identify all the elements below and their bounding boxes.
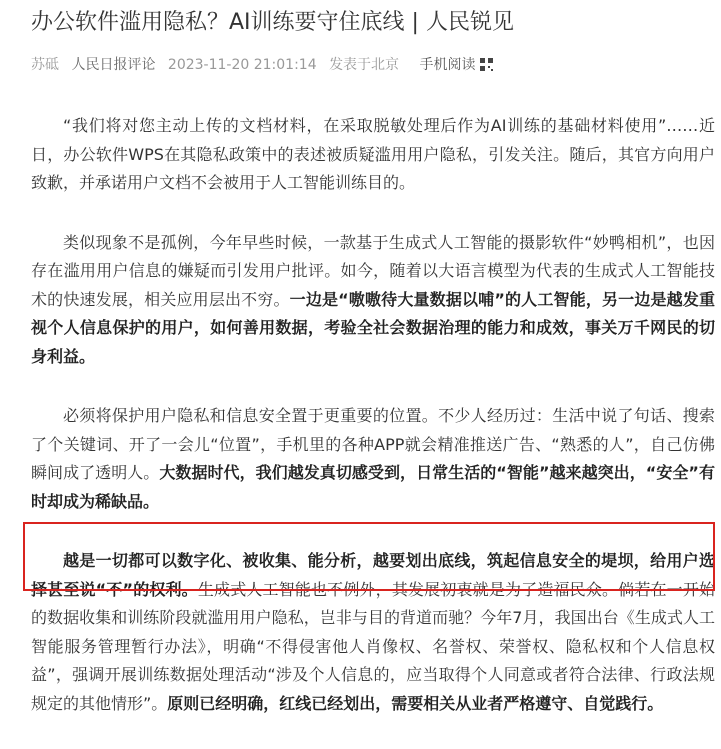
article-body [31, 112, 715, 749]
author-name[interactable]: 苏砥 [31, 57, 59, 73]
article-paragraph [31, 547, 715, 718]
article-paragraph [31, 402, 715, 516]
bold-text-segment: 大数据时代，我们越发真切感受到，日常生活的“智能”越来越突出，“安全”有时却成为稀缺品。 [31, 463, 715, 511]
bold-text-segment: 一边是“嗷嗷待大量数据以哺”的人工智能，另一边是越发重视个人信息保护的用户，如何善用数据，考验全社会数据治理的能力和成效，事关万千网民的切身利益。 [31, 289, 715, 366]
publish-location: 发表于北京 [329, 57, 400, 73]
text-segment: 类似现象不是孤例，今年早些时候，一款基于生成式人工智能的摄影软件“妙鸭相机”，也因存在滥用用户信息的嫌疑而引发用户批评。如今，随着以大语言模型为代表的生成式人工智能技术的快速发展，相关应用层出不穷。 [31, 232, 715, 309]
qr-code-icon[interactable] [480, 58, 493, 71]
text-segment: 生成式人工智能也不例外，其发展初衷就是为了造福民众。倘若在一开始的数据收集和训练阶段就滥用用户隐私，岂非与目的背道而驰？今年7月，我国出台《生成式人工智能服务管理暂行办法》，明确“不得侵害他人肖像权、名誉权、荣誉权、隐私权和个人信息权益”，强调开展训练数据处理活动“涉及个人信息的，应当取得个人同意或者符合法律、行政法规规定的其他情形”。 [31, 579, 715, 713]
text-segment: 必须将保护用户隐私和信息安全置于更重要的位置。不少人经历过：生活中说了句话、搜索了个关键词、开了一会儿“位置”，手机里的各种APP就会精准推送广告、“熟悉的人”，自己仿佛瞬间成了透明人。 [31, 406, 715, 482]
bold-text-segment: 原则已经明确，红线已经划出，需要相关从业者严格遵守、自觉践行。 [167, 693, 664, 713]
publish-datetime: 2023-11-20 21:01:14 [167, 57, 317, 73]
bold-text-segment: 越是一切都可以数字化、被收集、能分析，越要划出底线，筑起信息安全的堤坝，给用户选择甚至说“不”的权利。 [31, 551, 715, 599]
article-meta [31, 56, 501, 74]
source-link[interactable]: 人民日报评论 [71, 57, 156, 73]
article-paragraph [31, 112, 715, 198]
text-segment: “我们将对您主动上传的文档材料，在采取脱敏处理后作为AI训练的基础材料使用”……近日，办公软件WPS在其隐私政策中的表述被质疑滥用用户隐私，引发关注。随后，其官方向用户致歉，并承诺用户文档不会被用于人工智能训练目的。 [31, 116, 715, 192]
article-paragraph [31, 229, 715, 372]
mobile-read-link[interactable]: 手机阅读 [419, 57, 476, 73]
article-title: 办公软件滥用隐私？AI训练要守住底线 | 人民锐见 [31, 10, 514, 35]
